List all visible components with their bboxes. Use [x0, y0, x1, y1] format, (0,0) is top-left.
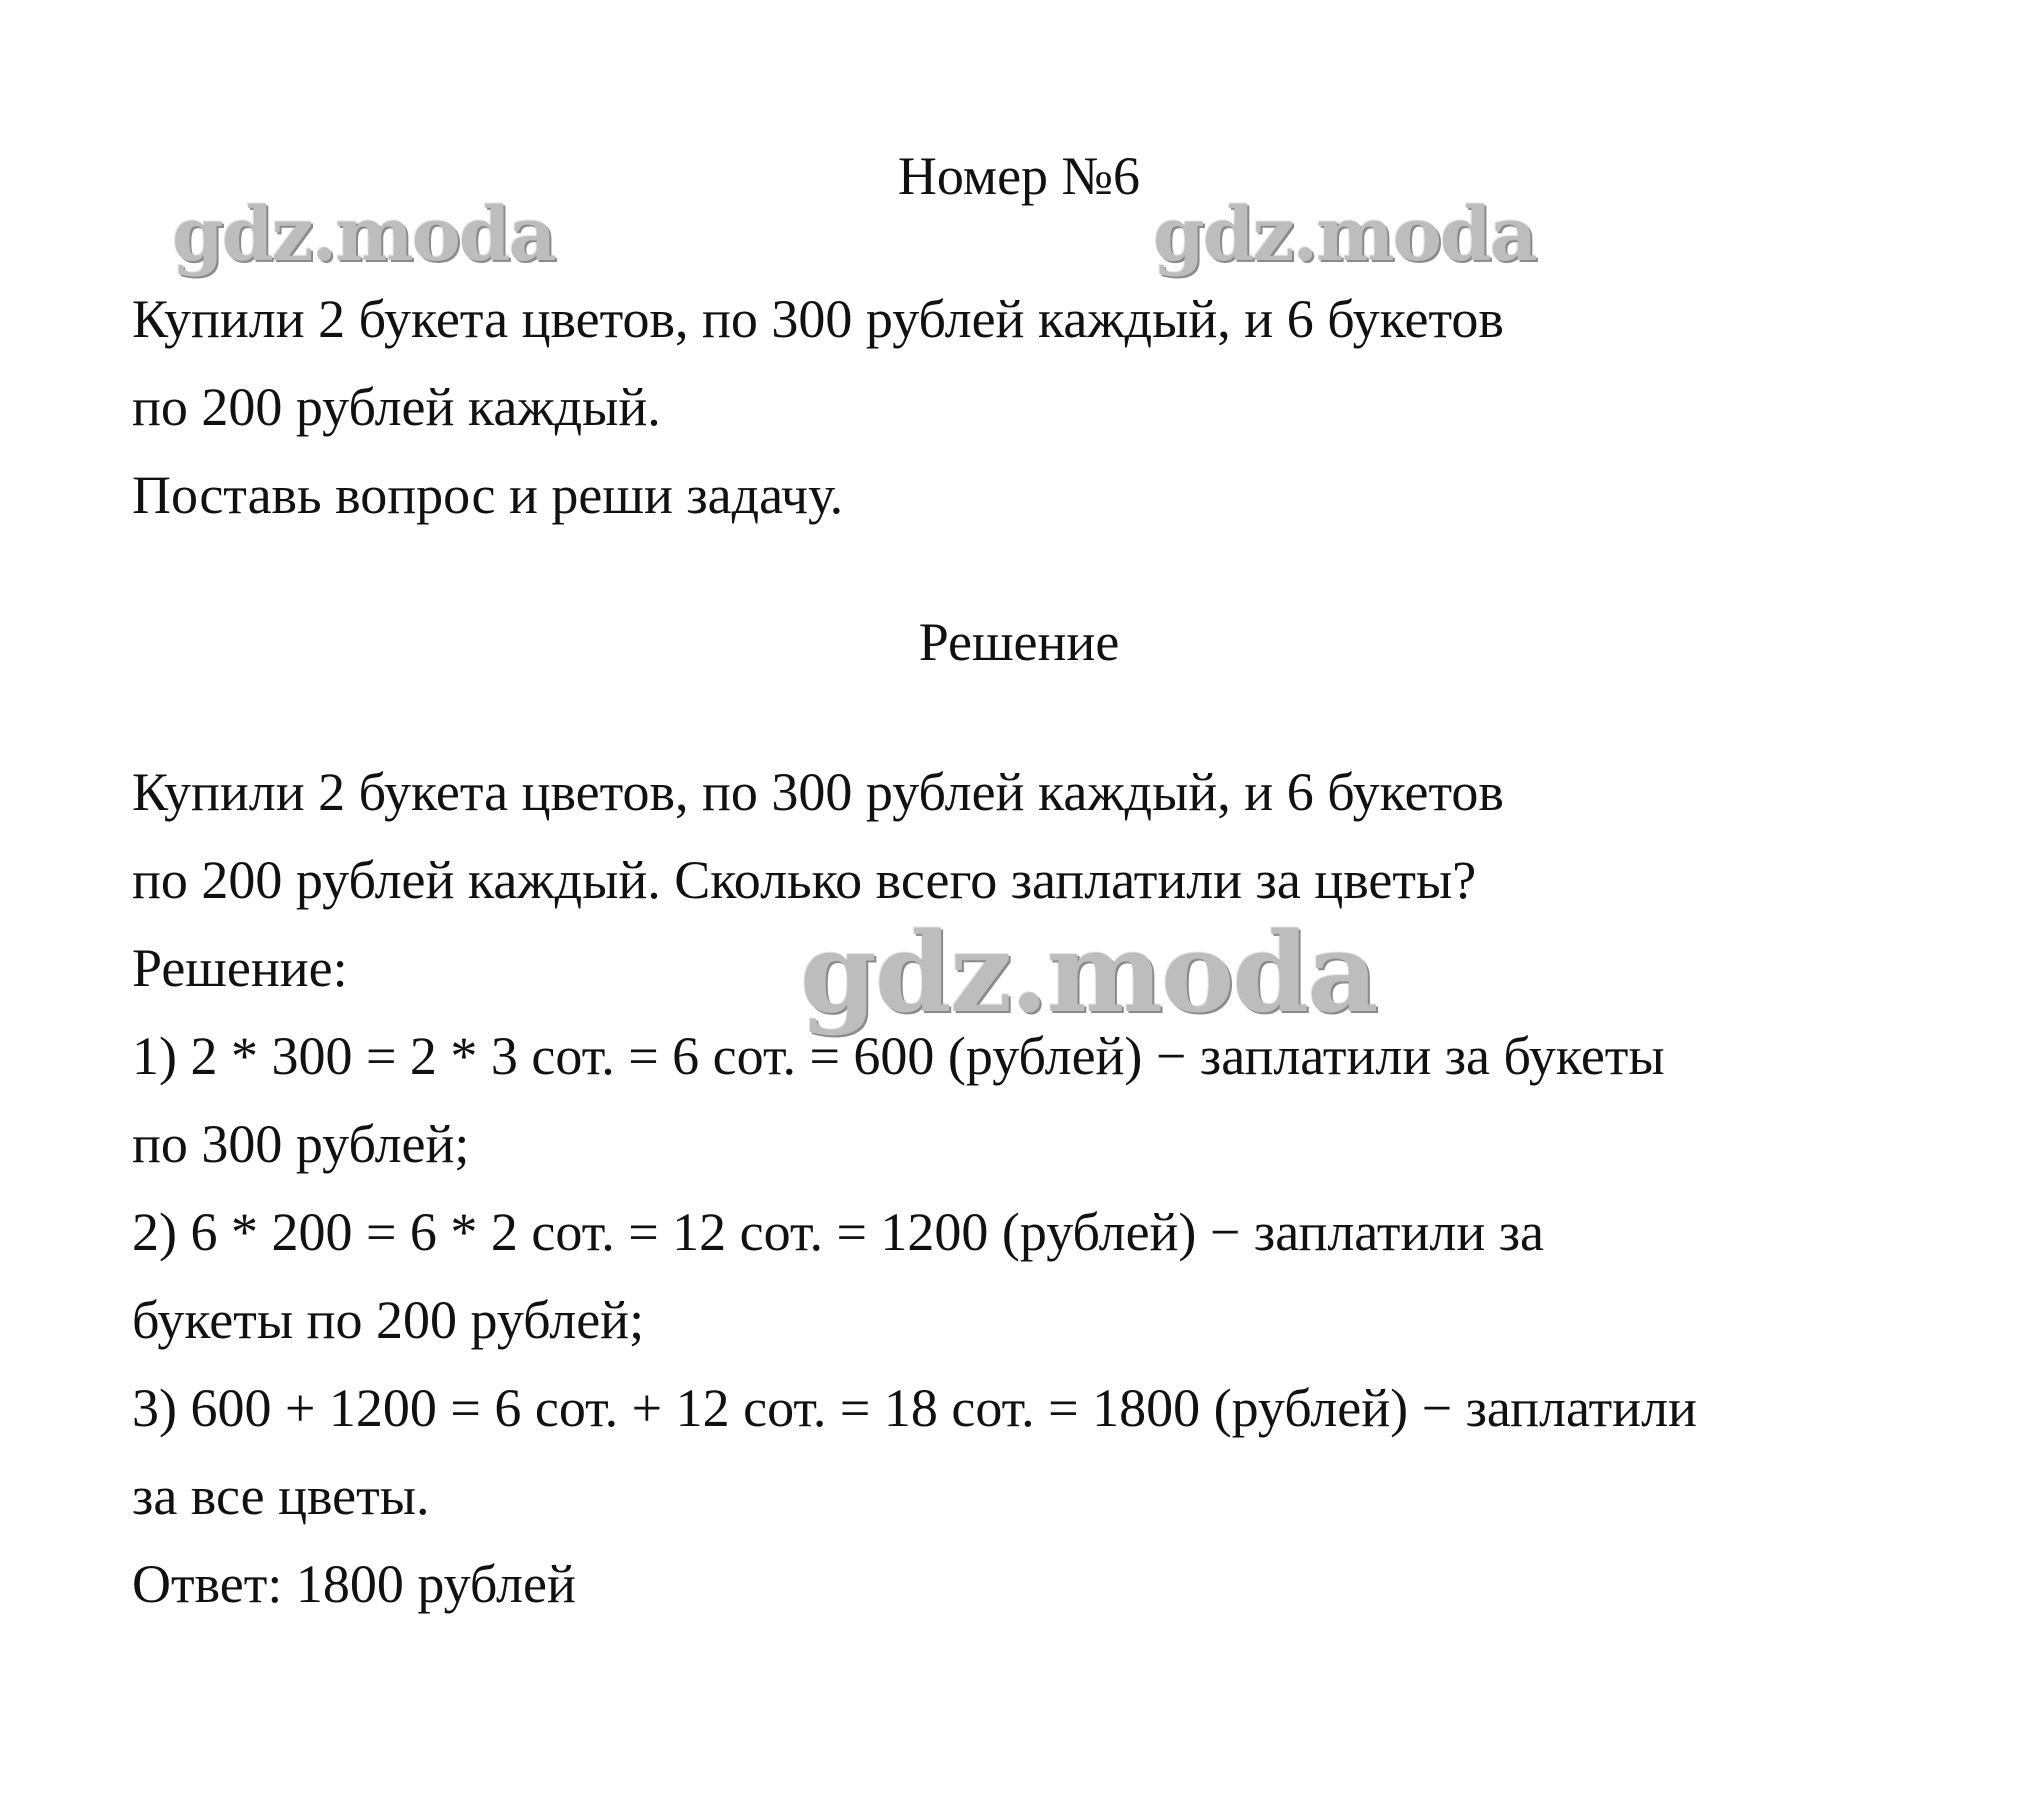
problem-line: по 200 рублей каждый.	[132, 377, 661, 437]
solution-step: 3) 600 + 1200 = 6 сот. + 12 сот. = 18 сот. = 1800 (рублей) − заплатили	[132, 1378, 1697, 1438]
solution-body	[132, 748, 1932, 1628]
watermark-logo: gdz.moda	[172, 192, 555, 278]
watermark-logo: gdz.moda	[1153, 192, 1536, 278]
watermark-logo: gdz.moda	[800, 908, 1377, 1037]
page-title: Номер №6	[897, 146, 1141, 206]
solution-heading: Решение	[918, 612, 1120, 672]
solution-line: Решение:	[132, 938, 348, 998]
solution-step: по 300 рублей;	[132, 1114, 470, 1174]
solution-step: 2) 6 * 200 = 6 * 2 сот. = 12 сот. = 1200 (рублей) − заплатили за	[132, 1202, 1545, 1262]
problem-statement	[132, 275, 1932, 539]
solution-step: букеты по 200 рублей;	[132, 1290, 645, 1350]
solution-step: за все цветы.	[132, 1466, 430, 1526]
problem-line: Поставь вопрос и реши задачу.	[132, 465, 844, 525]
problem-line: Купили 2 букета цветов, по 300 рублей каждый, и 6 букетов	[132, 289, 1504, 349]
answer-line: Ответ: 1800 рублей	[132, 1554, 576, 1614]
solution-step: 1) 2 * 300 = 2 * 3 сот. = 6 сот. = 600 (рублей) − заплатили за букеты	[132, 1026, 1665, 1086]
solution-line: Купили 2 букета цветов, по 300 рублей каждый, и 6 букетов	[132, 762, 1504, 822]
solution-line: по 200 рублей каждый. Сколько всего заплатили за цветы?	[132, 850, 1477, 910]
